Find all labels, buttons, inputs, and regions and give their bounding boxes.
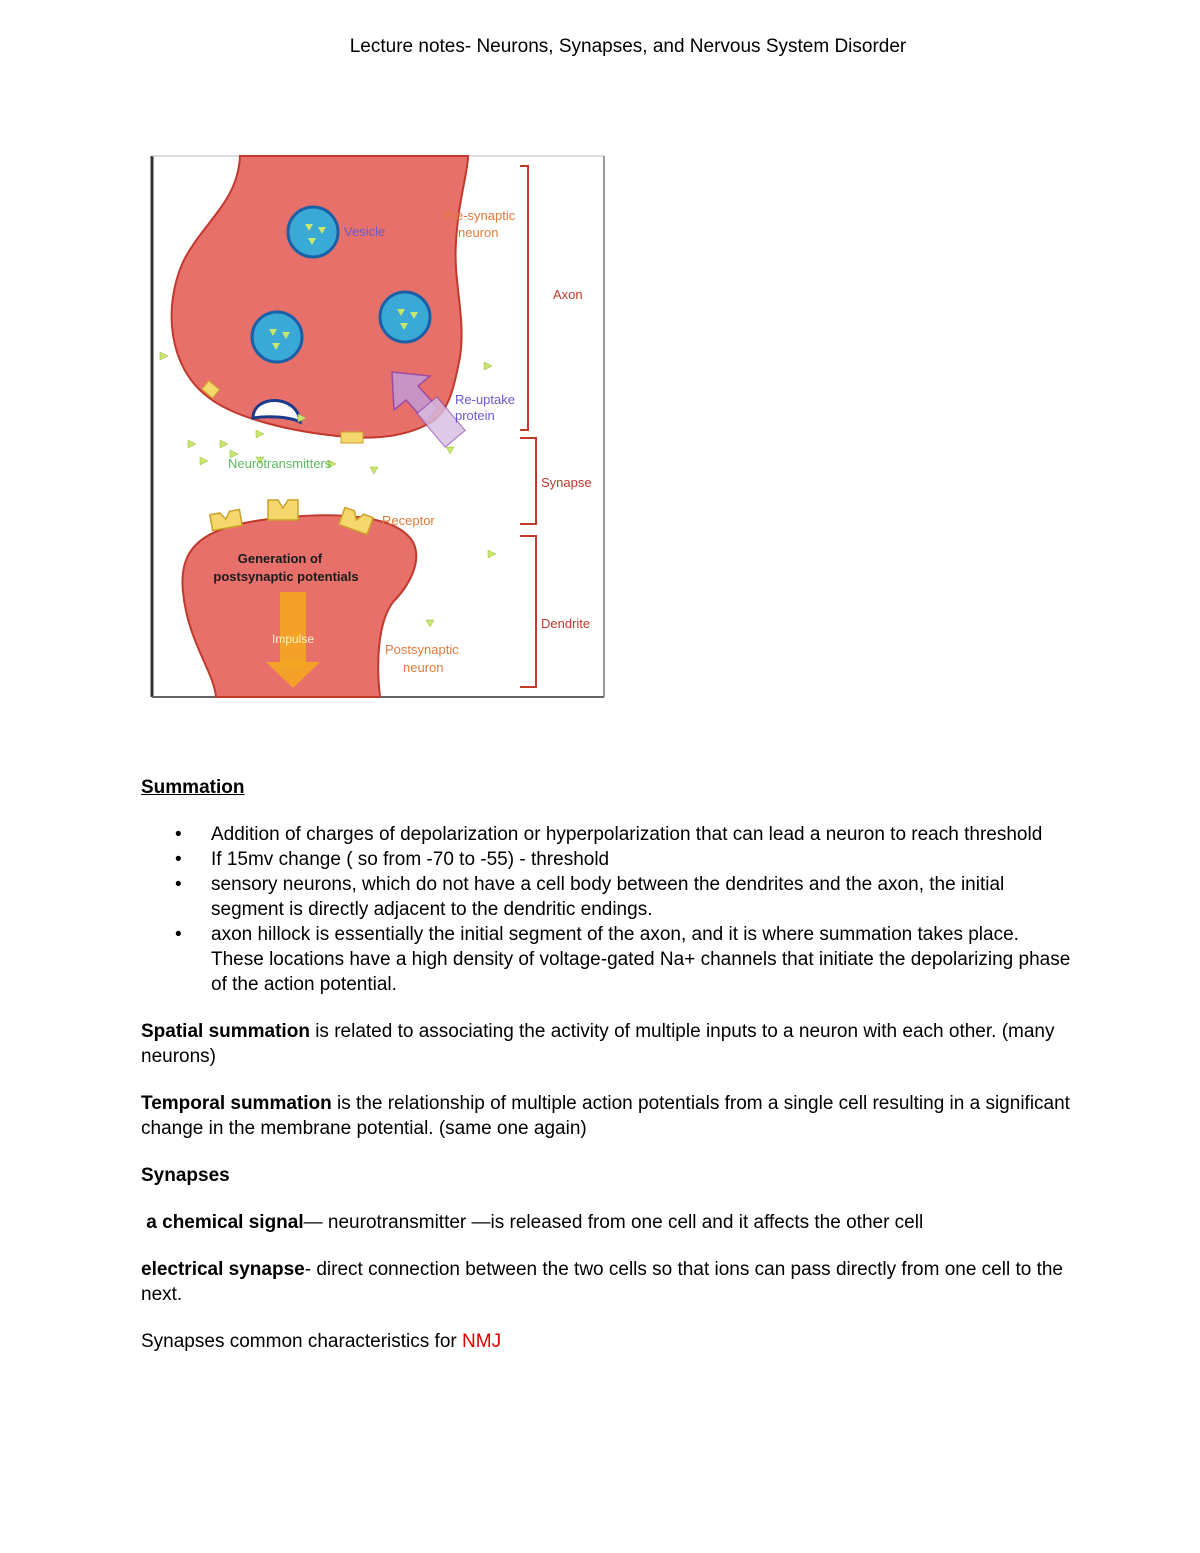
axon-label: Axon [553, 287, 583, 302]
generation-label-1: Generation of [237, 551, 323, 566]
bullet-marker: • [175, 824, 182, 845]
bullet-text: Addition of charges of depolarization or hyperpolarization that can lead a neuron to reach threshold [211, 824, 1043, 845]
summation-bullets [141, 822, 1071, 997]
vesicle-1 [288, 207, 338, 257]
list-item [141, 872, 1071, 922]
membrane-protein [341, 432, 363, 443]
neurotransmitters-label: Neurotransmitters [228, 456, 332, 471]
spatial-summation-paragraph [141, 1019, 1071, 1069]
vesicle-2 [380, 292, 430, 342]
electrical-synapse-term: electrical synapse [141, 1259, 305, 1280]
nmj-paragraph [141, 1329, 1071, 1354]
dendrite-bracket [520, 536, 536, 687]
notes-body [141, 775, 1071, 1376]
receptor-label: Receptor [382, 513, 435, 528]
chemical-signal-text: — neurotransmitter —is released from one cell and it affects the other cell [303, 1212, 924, 1233]
reuptake-label-1: Re-uptake [455, 392, 515, 407]
generation-label-2: postsynaptic potentials [213, 569, 359, 584]
bullet-text: If 15mv change ( so from -70 to -55) - threshold [211, 849, 610, 870]
chemical-signal-term: a chemical signal [141, 1212, 304, 1233]
page-header: Lecture notes- Neurons, Synapses, and Nervous System Disorder [349, 36, 907, 57]
list-item [141, 822, 1071, 847]
reuptake-label-2: protein [455, 408, 495, 423]
vesicle-label: Vesicle [344, 224, 386, 239]
nmj-highlight: NMJ [462, 1331, 502, 1352]
axon-bracket [520, 166, 528, 430]
spatial-summation-term: Spatial summation [141, 1021, 310, 1042]
bullet-text: sensory neurons, which do not have a cell body between the dendrites and the axon, the initial segment is directly adjacent to the dendritic endings. [211, 874, 1005, 920]
bullet-marker: • [175, 849, 182, 870]
postsynaptic-label-2: neuron [403, 660, 444, 675]
nmj-text: Synapses common characteristics for [141, 1331, 463, 1352]
electrical-synapse-paragraph [141, 1257, 1071, 1307]
synapse-bracket [520, 438, 536, 524]
chemical-signal-paragraph [141, 1210, 1071, 1235]
temporal-summation-term: Temporal summation [141, 1093, 332, 1114]
synapses-heading: Synapses [141, 1165, 230, 1186]
synapse-label: Synapse [541, 475, 592, 490]
summation-heading: Summation [141, 777, 245, 798]
bullet-text: axon hillock is essentially the initial segment of the axon, and it is where summation takes place. These locations have a high density of voltage-gated Na+ channels that initiate the depolarizing phase of the action potential. [211, 924, 1071, 995]
synapse-diagram [148, 132, 608, 702]
dendrite-label: Dendrite [541, 616, 591, 631]
postsynaptic-label-1: Postsynaptic [385, 642, 459, 657]
presynaptic-label-1: Pre-synaptic [443, 208, 516, 223]
impulse-label: Impulse [271, 632, 315, 646]
presynaptic-label-2: neuron [458, 225, 499, 240]
temporal-summation-text: is the relationship of multiple action potentials from a single cell resulting in a significant change in the membrane potential. (same one again) [141, 1093, 1070, 1139]
receptor-2 [268, 500, 298, 520]
electrical-synapse-text: - direct connection between the two cells so that ions can pass directly from one cell to the next. [141, 1259, 1064, 1305]
temporal-summation-paragraph [141, 1091, 1071, 1141]
list-item [141, 847, 1071, 872]
list-item [141, 922, 1071, 997]
spatial-summation-text: is related to associating the activity of multiple inputs to a neuron with each other. (many neurons) [141, 1021, 1055, 1067]
bullet-marker: • [175, 924, 182, 945]
synapse-diagram-svg [148, 132, 608, 702]
vesicle-3 [252, 312, 302, 362]
bullet-marker: • [175, 874, 182, 895]
